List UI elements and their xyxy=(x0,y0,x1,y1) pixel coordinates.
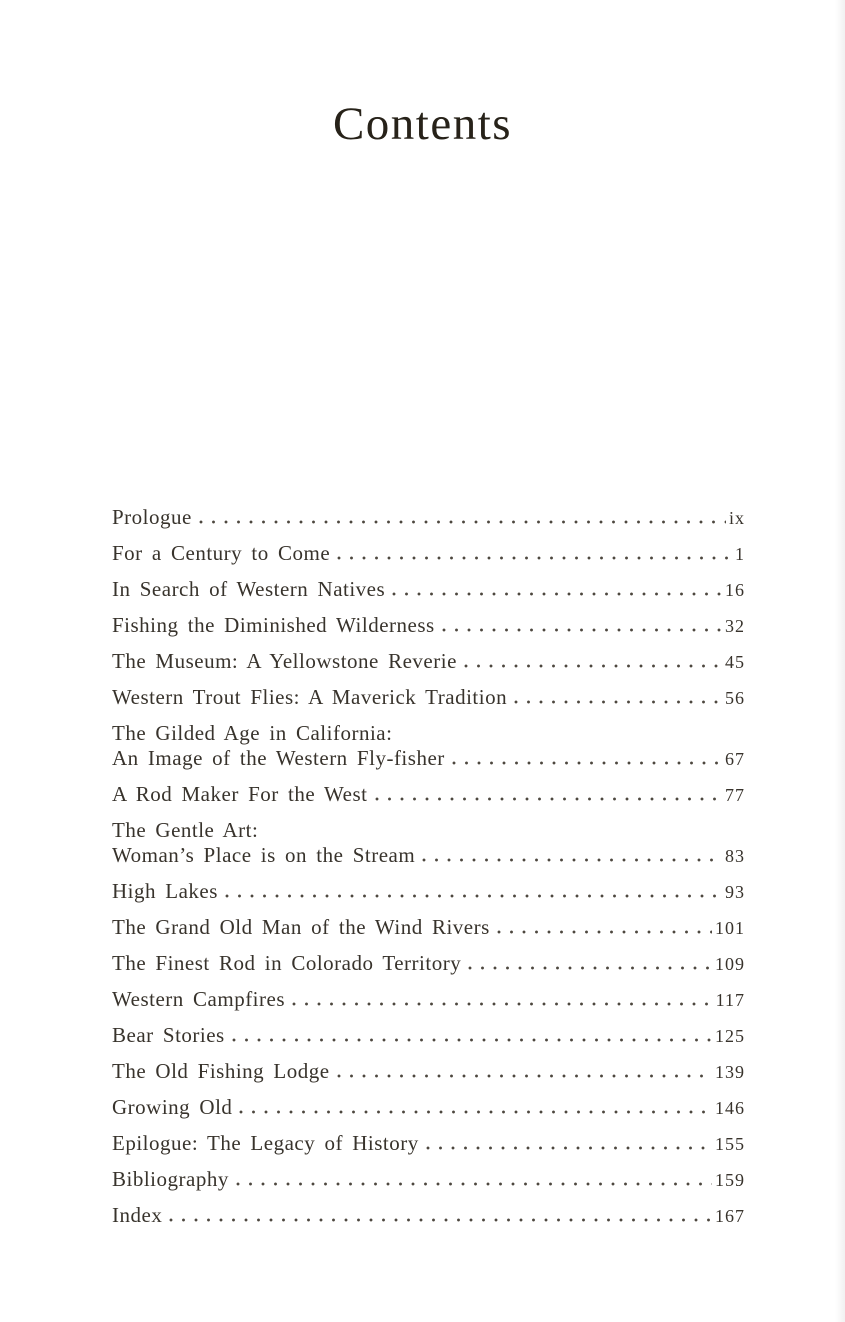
toc-entry-title: Woman’s Place is on the Stream xyxy=(112,843,416,867)
toc-entry-title: High Lakes xyxy=(112,879,218,903)
toc-entry-line xyxy=(112,1203,745,1229)
dot-leader xyxy=(468,965,712,970)
dot-leader xyxy=(225,893,722,898)
toc-entry-title: In Search of Western Natives xyxy=(112,577,386,601)
toc-entry xyxy=(112,1167,745,1193)
toc-entry xyxy=(112,1059,745,1085)
toc-entry-page: 101 xyxy=(715,918,745,938)
toc-entry xyxy=(112,782,745,808)
toc-entry-line xyxy=(112,782,745,808)
toc-entry-title: For a Century to Come xyxy=(112,541,331,565)
toc-entry xyxy=(112,1023,745,1049)
toc-entry-line xyxy=(112,613,745,639)
toc-entry xyxy=(112,721,745,772)
toc-entry-title: The Grand Old Man of the Wind Rivers xyxy=(112,915,490,939)
toc-entry-title: Growing Old xyxy=(112,1095,233,1119)
toc-entry-title: Western Trout Flies: A Maverick Tradition xyxy=(112,685,508,709)
toc-entry-line xyxy=(112,649,745,675)
toc-entry-title: The Gilded Age in California: xyxy=(112,721,393,745)
toc-entry-line xyxy=(112,577,745,603)
dot-leader xyxy=(514,699,722,704)
dot-leader xyxy=(232,1037,712,1042)
toc-entry-line xyxy=(112,1167,745,1193)
toc-entry-page: 16 xyxy=(725,580,745,600)
dot-leader xyxy=(239,1109,712,1114)
dot-leader xyxy=(392,591,722,596)
toc-entry-page: 139 xyxy=(715,1062,745,1082)
toc-entry-line xyxy=(112,843,745,869)
toc-entry xyxy=(112,1203,745,1229)
toc-entry xyxy=(112,987,745,1013)
toc-entry-page: 1 xyxy=(735,544,745,564)
toc-entry-line xyxy=(112,1023,745,1049)
dot-leader xyxy=(426,1145,712,1150)
toc-entry-title: The Old Fishing Lodge xyxy=(112,1059,330,1083)
dot-leader xyxy=(464,663,722,668)
toc-entry-page: 93 xyxy=(725,882,745,902)
toc-entry xyxy=(112,879,745,905)
toc-entry-line xyxy=(112,721,745,746)
dot-leader xyxy=(236,1181,712,1186)
dot-leader xyxy=(169,1217,712,1222)
toc-entry-line xyxy=(112,541,745,567)
toc-entry-title: Fishing the Diminished Wilderness xyxy=(112,613,435,637)
toc-entry-line xyxy=(112,746,745,772)
dot-leader xyxy=(452,760,722,765)
toc-entry xyxy=(112,505,745,531)
toc-entry xyxy=(112,951,745,977)
toc-entry-title: Prologue xyxy=(112,505,192,529)
toc-entry-page: 167 xyxy=(715,1206,745,1226)
toc-entry xyxy=(112,541,745,567)
toc-entry-page: 146 xyxy=(715,1098,745,1118)
toc-entry-title: The Gentle Art: xyxy=(112,818,259,842)
toc-entry xyxy=(112,685,745,711)
toc-entry-page: 45 xyxy=(725,652,745,672)
toc-entry-line xyxy=(112,1059,745,1085)
toc-list xyxy=(112,505,745,1229)
toc-entry-line xyxy=(112,1131,745,1157)
toc-entry xyxy=(112,613,745,639)
toc-entry-title: The Finest Rod in Colorado Territory xyxy=(112,951,462,975)
toc-entry-title: Epilogue: The Legacy of History xyxy=(112,1131,419,1155)
toc-entry xyxy=(112,818,745,869)
toc-entry-title: Western Campfires xyxy=(112,987,286,1011)
toc-entry-title: Index xyxy=(112,1203,163,1227)
dot-leader xyxy=(292,1001,713,1006)
toc-entry-page: 67 xyxy=(725,749,745,769)
toc-entry-title: A Rod Maker For the West xyxy=(112,782,368,806)
toc-entry xyxy=(112,1095,745,1121)
toc-entry xyxy=(112,915,745,941)
dot-leader xyxy=(337,555,732,560)
dot-leader xyxy=(337,1073,712,1078)
toc-entry-page: 83 xyxy=(725,846,745,866)
toc-entry-title: An Image of the Western Fly-fisher xyxy=(112,746,445,770)
toc-entry-page: 109 xyxy=(715,954,745,974)
page-title: Contents xyxy=(332,98,513,150)
title-block xyxy=(0,0,845,150)
toc-entry-page: 56 xyxy=(725,688,745,708)
toc-entry-title: The Museum: A Yellowstone Reverie xyxy=(112,649,457,673)
dot-leader xyxy=(375,796,723,801)
toc-entry xyxy=(112,577,745,603)
toc-entry-line xyxy=(112,1095,745,1121)
toc-entry-title: Bibliography xyxy=(112,1167,229,1191)
toc-entry-title: Bear Stories xyxy=(112,1023,225,1047)
toc-entry-line xyxy=(112,951,745,977)
toc-entry-page: 117 xyxy=(715,990,745,1010)
toc-entry-line xyxy=(112,987,745,1013)
dot-leader xyxy=(422,857,722,862)
dot-leader xyxy=(199,519,726,524)
toc-entry-line xyxy=(112,685,745,711)
toc-entry-page: 159 xyxy=(715,1170,745,1190)
toc-entry-page: 32 xyxy=(725,616,745,636)
toc-entry-line xyxy=(112,879,745,905)
toc-entry-page: 155 xyxy=(715,1134,745,1154)
toc-entry-line xyxy=(112,818,745,843)
toc-entry-line xyxy=(112,915,745,941)
toc-entry-page: 77 xyxy=(725,785,745,805)
toc-entry xyxy=(112,649,745,675)
toc-entry xyxy=(112,1131,745,1157)
dot-leader xyxy=(442,627,722,632)
toc-entry-page: 125 xyxy=(715,1026,745,1046)
toc-entry-line xyxy=(112,505,745,531)
toc-entry-page: ix xyxy=(728,508,745,528)
dot-leader xyxy=(497,929,712,934)
